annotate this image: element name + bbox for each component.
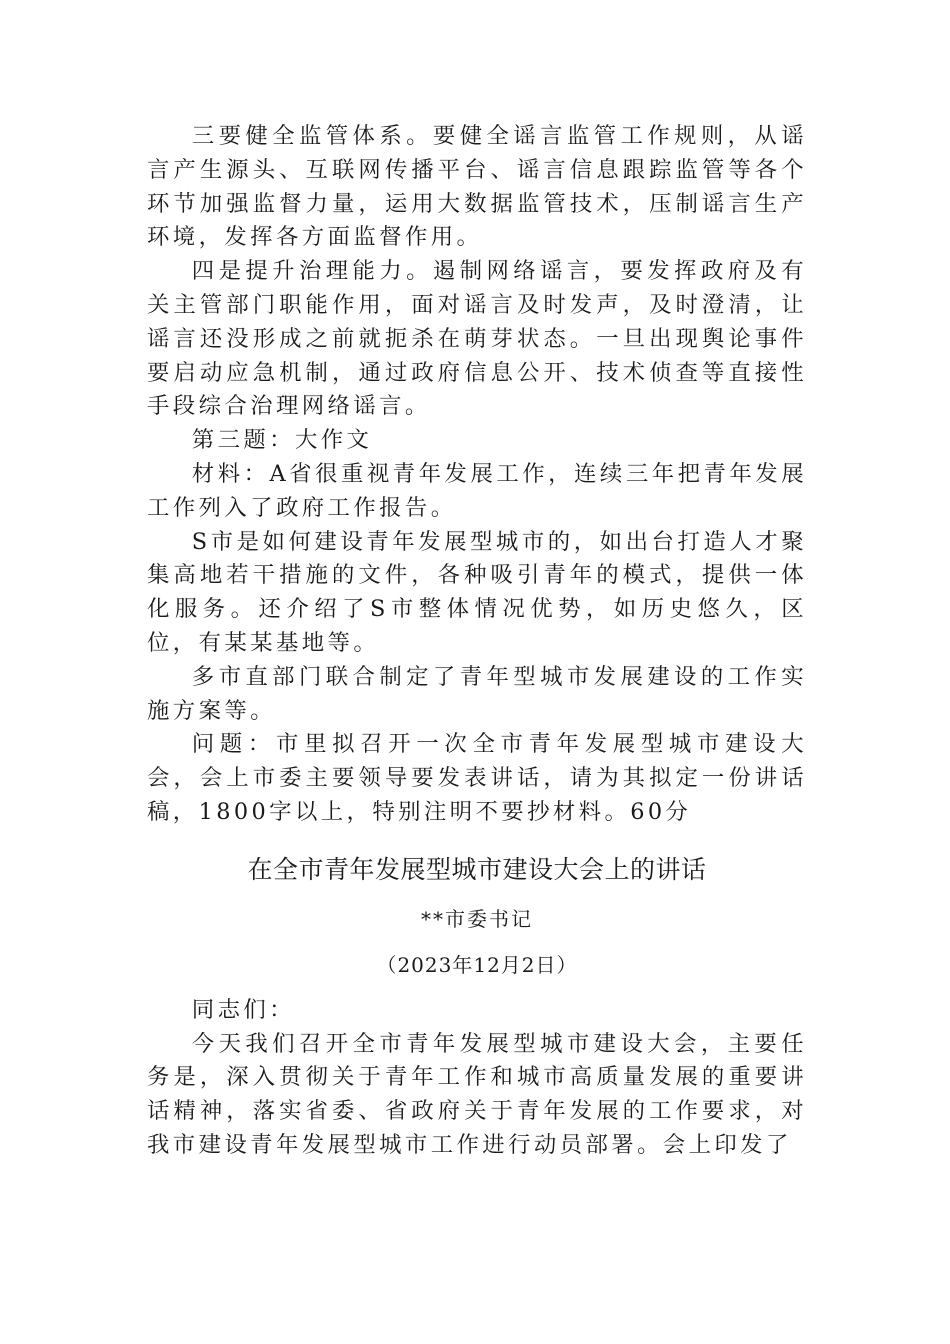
paragraph-supervision: 三要健全监管体系。要健全谣言监管工作规则，从谣言产生源头、互联网传播平台、谣言信息跟踪监管等各个环节加强监督力量，运用大数据监管技术，压制谣言生产环境，发挥各方面监督作用。 bbox=[147, 123, 807, 251]
question-prompt: 问题：市里拟召开一次全市青年发展型城市建设大会，会上市委主要领导要发表讲话，请为其拟定一份讲话稿，1800字以上，特别注明不要抄材料。60分 bbox=[147, 731, 807, 825]
material-paragraph-1: 材料：A省很重视青年发展工作，连续三年把青年发展工作列入了政府工作报告。 bbox=[147, 460, 807, 521]
speech-author: **市委书记 bbox=[421, 906, 533, 931]
material-paragraph-2: S市是如何建设青年发展型城市的，如出台打造人才聚集高地若干措施的文件，各种吸引青年的模式，提供一体化服务。还介绍了S市整体情况优势，如历史悠久，区位，有某某基地等。 bbox=[147, 528, 807, 656]
speech-body-paragraph: 今天我们召开全市青年发展型城市建设大会，主要任务是，深入贯彻关于青年工作和城市高质量发展的重要讲话精神，落实省委、省政府关于青年发展的工作要求，对我市建设青年发展型城市工作进行动员部署。会上印发了 bbox=[147, 1030, 807, 1158]
material-paragraph-3: 多市直部门联合制定了青年型城市发展建设的工作实施方案等。 bbox=[147, 663, 807, 724]
speech-date: （2023年12月2日） bbox=[376, 952, 578, 977]
question-heading: 第三题：大作文 bbox=[191, 427, 373, 454]
speech-greeting: 同志们： bbox=[191, 996, 295, 1023]
document-page bbox=[147, 120, 807, 1163]
paragraph-governance: 四是提升治理能力。遏制网络谣言，要发挥政府及有关主管部门职能作用，面对谣言及时发声，及时澄清，让谣言还没形成之前就扼杀在萌芽状态。一旦出现舆论事件要启动应急机制，通过政府信息公开、技术侦查等直接性手段综合治理网络谣言。 bbox=[147, 258, 807, 420]
speech-title: 在全市青年发展型城市建设大会上的讲话 bbox=[247, 854, 707, 884]
